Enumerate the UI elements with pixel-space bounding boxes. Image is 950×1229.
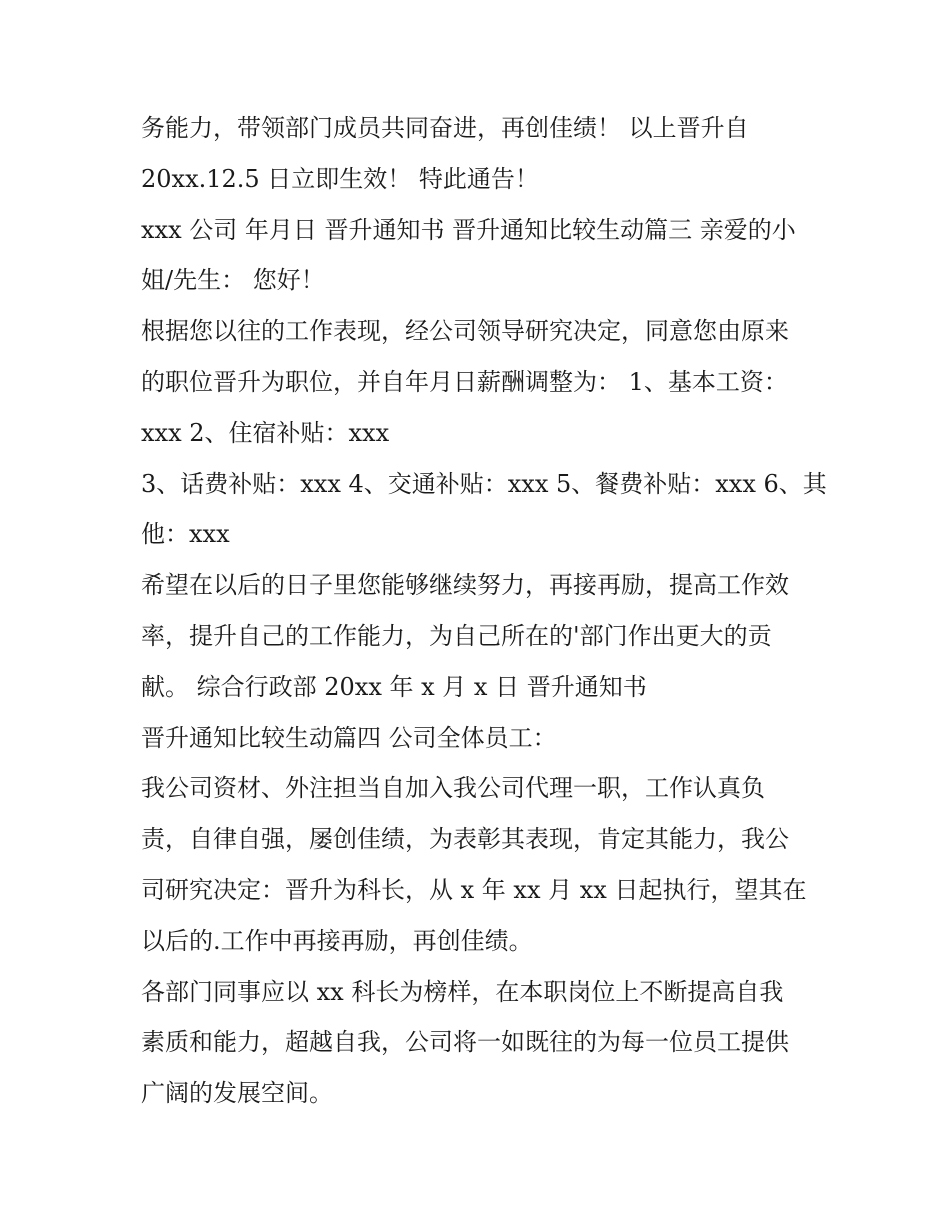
text-line: 3、话费补贴：xxx 4、交通补贴：xxx 5、餐费补贴：xxx 6、其	[141, 469, 827, 498]
text-line: 的职位晋升为职位，并自年月日薪酬调整为： 1、基本工资：	[141, 367, 788, 396]
text-line: 广阔的发展空间。	[141, 1079, 333, 1108]
text-line: 率，提升自己的工作能力，为自己所在的'部门作出更大的贡	[141, 621, 772, 650]
document-body	[141, 103, 827, 1119]
text-line: 司研究决定：晋升为科长，从 x 年 xx 月 xx 日起执行，望其在	[141, 875, 807, 904]
text-line: 希望在以后的日子里您能够继续努力，再接再励，提高工作效	[141, 571, 789, 600]
text-line: 20xx.12.5 日立即生效！ 特此通告！	[141, 164, 539, 193]
text-line: 根据您以往的工作表现，经公司领导研究决定，同意您由原来	[141, 317, 789, 346]
text-line: 献。 综合行政部 20xx 年 x 月 x 日 晋升通知书	[141, 672, 647, 701]
text-line: xxx 2、住宿补贴：xxx	[141, 418, 390, 447]
text-line: 以后的.工作中再接再励，再创佳绩。	[141, 926, 533, 955]
text-line: 各部门同事应以 xx 科长为榜样，在本职岗位上不断提高自我	[141, 977, 784, 1006]
text-line: 我公司资材、外注担当自加入我公司代理一职，工作认真负	[141, 774, 765, 803]
text-line: 姐/先生： 您好！	[141, 266, 325, 295]
text-line: 他：xxx	[141, 520, 230, 549]
text-line: 晋升通知比较生动篇四 公司全体员工：	[141, 723, 557, 752]
text-line: xxx 公司 年月日 晋升通知书 晋升通知比较生动篇三 亲爱的小	[141, 215, 796, 244]
text-line: 务能力，带领部门成员共同奋进，再创佳绩！ 以上晋升自	[141, 114, 749, 142]
text-line: 素质和能力，超越自我，公司将一如既往的为每一位员工提供	[141, 1028, 789, 1057]
text-line: 责，自律自强，屡创佳绩，为表彰其表现，肯定其能力，我公	[141, 825, 789, 854]
